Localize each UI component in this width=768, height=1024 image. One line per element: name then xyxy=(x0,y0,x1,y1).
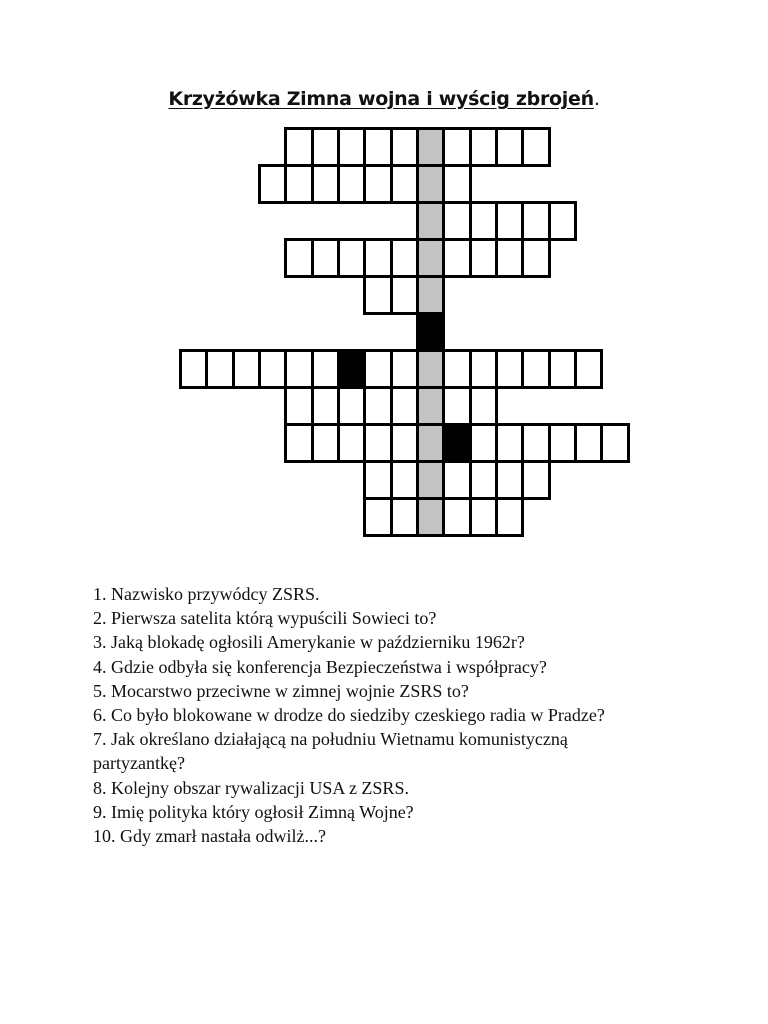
crossword-cell[interactable] xyxy=(442,349,471,389)
crossword-cell[interactable] xyxy=(337,164,366,204)
crossword-cell[interactable] xyxy=(284,386,313,426)
crossword-cell[interactable] xyxy=(284,238,313,278)
question-6: 6. Co było blokowane w drodze do siedziby czeskiego radia w Pradze? xyxy=(93,705,605,726)
crossword-key-cell[interactable] xyxy=(416,386,445,426)
crossword-cell[interactable] xyxy=(442,497,471,537)
crossword-key-cell[interactable] xyxy=(416,423,445,463)
crossword-cell[interactable] xyxy=(363,349,392,389)
crossword-cell[interactable] xyxy=(284,127,313,167)
crossword-cell[interactable] xyxy=(284,349,313,389)
crossword-cell[interactable] xyxy=(495,238,524,278)
crossword-cell[interactable] xyxy=(311,386,340,426)
crossword-cell[interactable] xyxy=(469,238,498,278)
crossword-cell[interactable] xyxy=(284,164,313,204)
crossword-cell[interactable] xyxy=(495,460,524,500)
crossword-cell[interactable] xyxy=(390,423,419,463)
crossword-cell[interactable] xyxy=(363,386,392,426)
crossword-key-cell[interactable] xyxy=(416,127,445,167)
crossword-cell[interactable] xyxy=(390,497,419,537)
crossword-blocked-cell[interactable] xyxy=(442,423,471,463)
question-5: 5. Mocarstwo przeciwne w zimnej wojnie ZSRS to? xyxy=(93,680,469,701)
crossword-cell[interactable] xyxy=(600,423,629,463)
crossword-key-cell[interactable] xyxy=(416,275,445,315)
question-2: 2. Pierwsza satelita którą wypuścili Sowieci to? xyxy=(93,608,437,629)
crossword-cell[interactable] xyxy=(442,201,471,241)
crossword-cell[interactable] xyxy=(469,460,498,500)
crossword-cell[interactable] xyxy=(390,238,419,278)
crossword-cell[interactable] xyxy=(232,349,261,389)
crossword-cell[interactable] xyxy=(495,497,524,537)
crossword-cell[interactable] xyxy=(390,164,419,204)
crossword-cell[interactable] xyxy=(363,275,392,315)
crossword-cell[interactable] xyxy=(311,423,340,463)
crossword-cell[interactable] xyxy=(521,460,550,500)
crossword-cell[interactable] xyxy=(363,238,392,278)
crossword-cell[interactable] xyxy=(337,386,366,426)
crossword-cell[interactable] xyxy=(521,127,550,167)
crossword-cell[interactable] xyxy=(442,164,471,204)
crossword-cell[interactable] xyxy=(363,460,392,500)
crossword-cell[interactable] xyxy=(442,127,471,167)
crossword-cell[interactable] xyxy=(363,423,392,463)
crossword-cell[interactable] xyxy=(390,460,419,500)
question-10: 10. Gdy zmarł nastała odwilż...? xyxy=(93,826,326,847)
crossword-blocked-cell[interactable] xyxy=(337,349,366,389)
crossword-key-cell[interactable] xyxy=(416,497,445,537)
crossword-cell[interactable] xyxy=(442,386,471,426)
crossword-cell[interactable] xyxy=(469,423,498,463)
crossword-blocked-cell[interactable] xyxy=(416,312,445,352)
crossword-cell[interactable] xyxy=(390,127,419,167)
crossword-cell[interactable] xyxy=(469,349,498,389)
crossword-cell[interactable] xyxy=(521,423,550,463)
crossword-key-cell[interactable] xyxy=(416,238,445,278)
crossword-cell[interactable] xyxy=(574,349,603,389)
crossword-cell[interactable] xyxy=(521,349,550,389)
crossword-cell[interactable] xyxy=(495,349,524,389)
crossword-cell[interactable] xyxy=(469,201,498,241)
crossword-cell[interactable] xyxy=(521,238,550,278)
crossword-key-cell[interactable] xyxy=(416,460,445,500)
crossword-cell[interactable] xyxy=(495,201,524,241)
question-8: 8. Kolejny obszar rywalizacji USA z ZSRS. xyxy=(93,777,409,798)
question-1: 1. Nazwisko przywódcy ZSRS. xyxy=(93,584,320,604)
question-3: 3. Jaką blokadę ogłosili Amerykanie w październiku 1962r? xyxy=(93,632,525,653)
crossword-cell[interactable] xyxy=(548,349,577,389)
crossword-cell[interactable] xyxy=(179,349,208,389)
questions-list xyxy=(93,582,653,848)
crossword-cell[interactable] xyxy=(495,127,524,167)
crossword-cell[interactable] xyxy=(205,349,234,389)
crossword-cell[interactable] xyxy=(363,127,392,167)
crossword-cell[interactable] xyxy=(337,423,366,463)
crossword-cell[interactable] xyxy=(442,238,471,278)
crossword-cell[interactable] xyxy=(311,127,340,167)
question-4: 4. Gdzie odbyła się konferencja Bezpieczeństwa i współpracy? xyxy=(93,656,547,677)
crossword-cell[interactable] xyxy=(258,164,287,204)
crossword-cell[interactable] xyxy=(574,423,603,463)
page-title xyxy=(0,88,768,110)
question-9: 9. Imię polityka który ogłosił Zimną Wojne? xyxy=(93,801,414,822)
crossword-cell[interactable] xyxy=(337,238,366,278)
question-7: 7. Jak określano działającą na południu Wietnamu komunistyczną partyzantkę? xyxy=(93,729,568,774)
crossword-cell[interactable] xyxy=(363,164,392,204)
crossword-cell[interactable] xyxy=(469,127,498,167)
crossword-cell[interactable] xyxy=(548,201,577,241)
crossword-key-cell[interactable] xyxy=(416,164,445,204)
crossword-key-cell[interactable] xyxy=(416,349,445,389)
crossword-cell[interactable] xyxy=(495,423,524,463)
crossword-cell[interactable] xyxy=(390,386,419,426)
crossword-cell[interactable] xyxy=(390,349,419,389)
crossword-cell[interactable] xyxy=(311,238,340,278)
crossword-cell[interactable] xyxy=(521,201,550,241)
crossword-cell[interactable] xyxy=(337,127,366,167)
crossword-cell[interactable] xyxy=(548,423,577,463)
crossword-cell[interactable] xyxy=(442,460,471,500)
crossword-key-cell[interactable] xyxy=(416,201,445,241)
crossword-cell[interactable] xyxy=(363,497,392,537)
crossword-cell[interactable] xyxy=(311,164,340,204)
page-title-period: . xyxy=(593,88,600,110)
crossword-cell[interactable] xyxy=(258,349,287,389)
page-title-text: Krzyżówka Zimna wojna i wyścig zbrojeń xyxy=(168,88,594,110)
crossword-cell[interactable] xyxy=(390,275,419,315)
crossword-cell[interactable] xyxy=(284,423,313,463)
crossword-cell[interactable] xyxy=(311,349,340,389)
crossword-cell[interactable] xyxy=(469,497,498,537)
crossword-cell[interactable] xyxy=(469,386,498,426)
